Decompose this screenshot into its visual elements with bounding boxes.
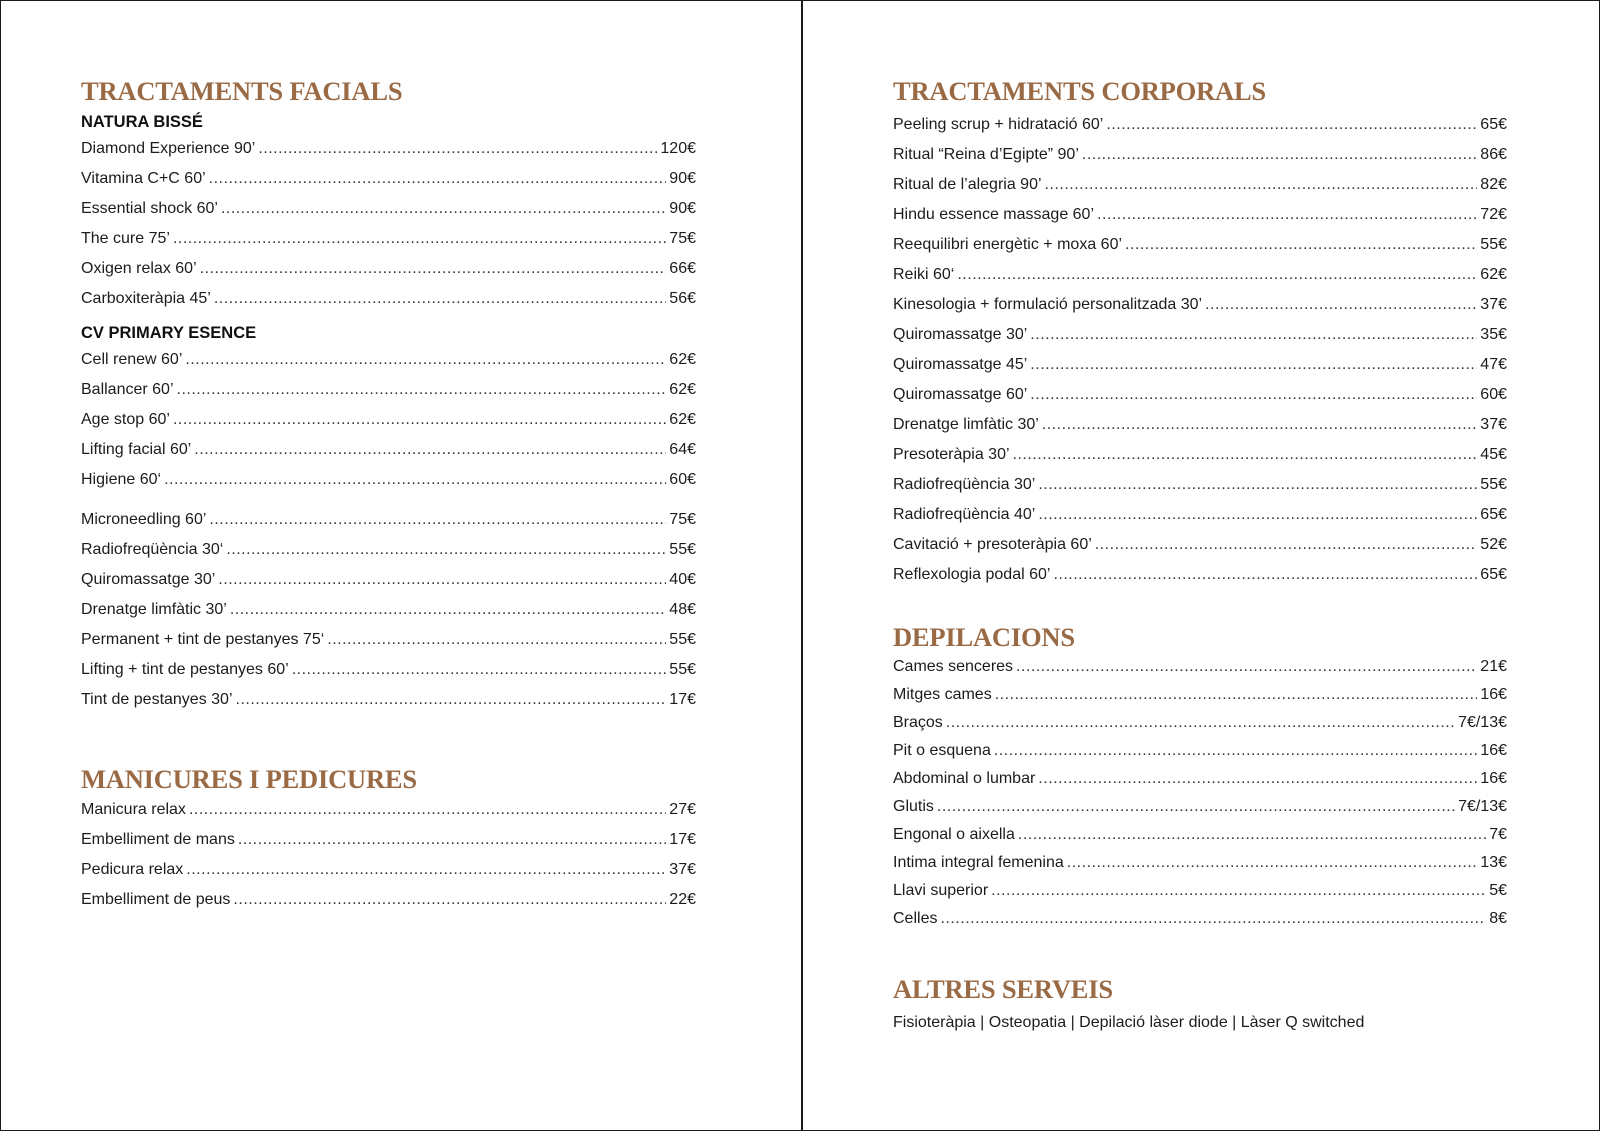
list-item: Peeling scrup + hidratació 60’ ..... 65€ (893, 110, 1507, 140)
depilacions-list (893, 653, 1507, 933)
list-item: Diamond Experience 90’ ..... 120€ (81, 134, 696, 164)
list-item: Pit o esquena ..... 16€ (893, 737, 1507, 765)
list-item: Presoteràpia 30’ ..... 45€ (893, 440, 1507, 470)
list-item: Higiene 60‘ ..... 60€ (81, 465, 696, 495)
list-item: Abdominal o lumbar ..... 16€ (893, 765, 1507, 793)
list-item: Quiromassatge 60’ ..... 60€ (893, 380, 1507, 410)
cv-primary-list (81, 345, 696, 495)
list-item: Quiromassatge 45’ ..... 47€ (893, 350, 1507, 380)
list-item: Embelliment de mans ..... 17€ (81, 825, 696, 855)
list-item: Cames senceres ..... 21€ (893, 653, 1507, 681)
list-item: Llavi superior ..... 5€ (893, 877, 1507, 905)
natura-bisse-subtitle: NATURA BISSÉ (81, 113, 203, 131)
list-item: Lifting facial 60’ ..... 64€ (81, 435, 696, 465)
depilacions-title: DEPILACIONS (893, 622, 1075, 652)
cv-primary-subtitle: CV PRIMARY ESENCE (81, 324, 257, 342)
list-item: Pedicura relax ..... 37€ (81, 855, 696, 885)
list-item: Ballancer 60’ ..... 62€ (81, 375, 696, 405)
list-item: Hindu essence massage 60’ ..... 72€ (893, 200, 1507, 230)
manicures-list (81, 795, 696, 915)
altres-services-text: Fisioteràpia | Osteopatia | Depilació làser diode | Làser Q switched (893, 1014, 1365, 1031)
altres-title: ALTRES SERVEIS (893, 974, 1113, 1004)
depilacions-section (893, 621, 1507, 933)
list-item: Radiofreqüència 30’ ..... 55€ (893, 470, 1507, 500)
manicures-title: MANICURES I PEDICURES (81, 764, 417, 794)
corporals-section (893, 75, 1507, 590)
list-item: Engonal o aixella ..... 7€ (893, 821, 1507, 849)
list-item: Carboxiteràpia 45’ ..... 56€ (81, 284, 696, 314)
list-item: Microneedling 60’ ..... 75€ (81, 505, 696, 535)
list-item: Quiromassatge 30’ ..... 35€ (893, 320, 1507, 350)
list-item: The cure 75’ ..... 75€ (81, 224, 696, 254)
list-item: Radiofreqüència 40’ ..... 65€ (893, 500, 1507, 530)
other-facials-list (81, 505, 696, 715)
list-item: Ritual “Reina d’Egipte” 90’ ..... 86€ (893, 140, 1507, 170)
list-item: Tint de pestanyes 30’ ..... 17€ (81, 685, 696, 715)
list-item: Reflexologia podal 60’ ..... 65€ (893, 560, 1507, 590)
manicures-section (81, 763, 696, 915)
right-page (801, 1, 1599, 1130)
corporals-list (893, 110, 1507, 590)
list-item: Kinesologia + formulació personalitzada 30’ ..... 37€ (893, 290, 1507, 320)
list-item: Radiofreqüència 30‘ ..... 55€ (81, 535, 696, 565)
facials-section (81, 75, 696, 715)
list-item: Intima integral femenina ..... 13€ (893, 849, 1507, 877)
list-item: Reiki 60‘ ..... 62€ (893, 260, 1507, 290)
natura-bisse-list (81, 134, 696, 314)
list-item: Essential shock 60’ ..... 90€ (81, 194, 696, 224)
list-item: Braços ..... 7€/13€ (893, 709, 1507, 737)
left-page (1, 1, 801, 1130)
list-item: Mitges cames ..... 16€ (893, 681, 1507, 709)
altres-section (893, 973, 1507, 1038)
list-item: Age stop 60’ ..... 62€ (81, 405, 696, 435)
list-item: Ritual de l’alegria 90’ ..... 82€ (893, 170, 1507, 200)
list-item: Celles ..... 8€ (893, 905, 1507, 933)
list-item: Manicura relax ..... 27€ (81, 795, 696, 825)
corporals-title: TRACTAMENTS CORPORALS (893, 76, 1266, 106)
list-item: Reequilibri energètic + moxa 60’ ..... 55€ (893, 230, 1507, 260)
facials-title: TRACTAMENTS FACIALS (81, 76, 403, 106)
list-item: Glutis ..... 7€/13€ (893, 793, 1507, 821)
list-item: Lifting + tint de pestanyes 60’ ..... 55€ (81, 655, 696, 685)
list-item: Cell renew 60’ ..... 62€ (81, 345, 696, 375)
list-item: Vitamina C+C 60’ ..... 90€ (81, 164, 696, 194)
list-item: Permanent + tint de pestanyes 75‘ ..... 55€ (81, 625, 696, 655)
list-item: Drenatge limfàtic 30’ ..... 37€ (893, 410, 1507, 440)
list-item: Drenatge limfàtic 30’ ..... 48€ (81, 595, 696, 625)
list-item: Embelliment de peus ..... 22€ (81, 885, 696, 915)
list-item: Cavitació + presoteràpia 60’ ..... 52€ (893, 530, 1507, 560)
list-item: Oxigen relax 60’ ..... 66€ (81, 254, 696, 284)
list-item: Quiromassatge 30’ ..... 40€ (81, 565, 696, 595)
